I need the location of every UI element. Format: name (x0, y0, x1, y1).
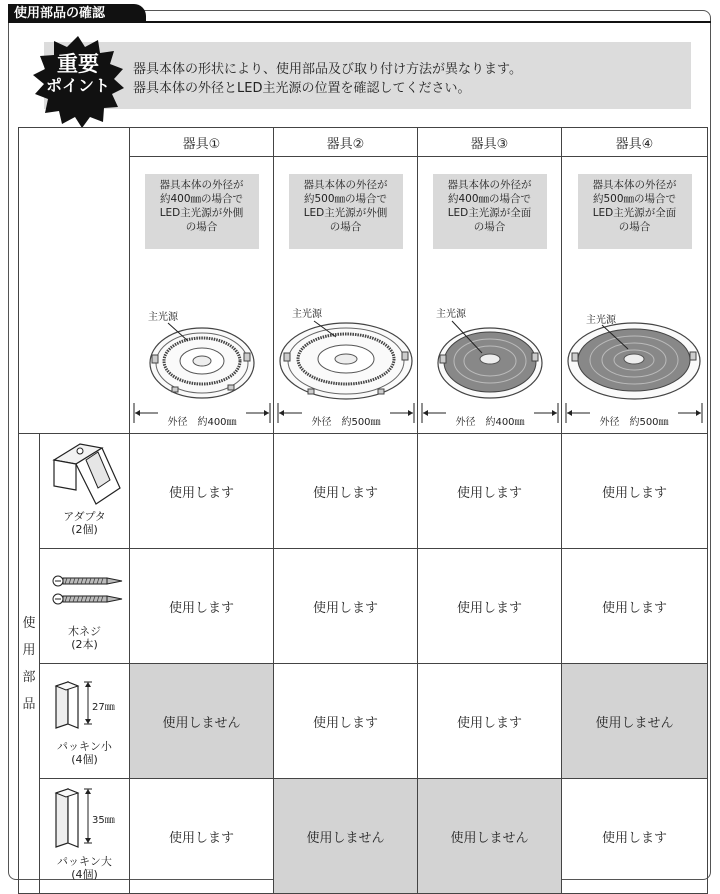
fixture-header-row (19, 128, 708, 157)
spec-line: の場合 (185, 221, 218, 233)
spec-line: LED主光源が外側 (159, 207, 244, 219)
part-name (40, 855, 129, 881)
spec-line: の場合 (329, 221, 362, 233)
usage-cell: 使用します (562, 549, 708, 664)
outer-diameter-label: 外径 約500㎜ (599, 417, 669, 428)
part-row-wood-screw (19, 549, 708, 664)
part-row-adapter (19, 434, 708, 549)
part-name (40, 625, 129, 651)
spec-box (145, 174, 259, 249)
main-light-label: 主光源 (148, 312, 178, 323)
usage-cell: 使用します (418, 434, 562, 549)
section-title: 使用部品の確認 (8, 4, 146, 23)
part-qty: (4個) (71, 753, 98, 766)
spec-box (289, 174, 403, 249)
part-qty: (4個) (71, 868, 98, 881)
usage-cell: 使用します (274, 664, 418, 779)
fixture-title: 器具① (130, 128, 274, 157)
packing-small-height: 27㎜ (92, 702, 115, 713)
wood-screw-icon (40, 549, 129, 629)
packing-large-height: 35㎜ (92, 815, 115, 826)
spec-line: 約400㎜の場合で (447, 193, 532, 205)
part-name-text: パッキン大 (57, 855, 112, 868)
part-cell (40, 549, 130, 664)
note-line-1: 器具本体の形状により、使用部品及び取り付け方法が異なります。 (133, 62, 522, 77)
spec-line: の場合 (618, 221, 651, 233)
fixture-spec-cell (130, 157, 274, 434)
usage-cell: 使用します (418, 549, 562, 664)
fixture-title: 器具③ (418, 128, 562, 157)
usage-cell: 使用しません (562, 664, 708, 779)
main-light-label: 主光源 (586, 315, 616, 326)
part-qty: (2個) (71, 523, 98, 536)
corner-cell (19, 128, 130, 434)
usage-cell: 使用しません (130, 664, 274, 779)
part-name (40, 510, 129, 536)
badge-text-point: ポイント (45, 76, 110, 95)
main-light-label: 主光源 (436, 309, 466, 320)
part-name (40, 740, 129, 766)
adapter-icon (40, 434, 129, 514)
usage-cell: 使用します (130, 549, 274, 664)
fixture-spec-cell (562, 157, 708, 434)
spec-line: LED主光源が全面 (447, 207, 532, 219)
parts-table (18, 127, 708, 894)
fixture-title: 器具④ (562, 128, 708, 157)
spec-line: 約500㎜の場合で (592, 193, 677, 205)
spec-line: LED主光源が全面 (592, 207, 677, 219)
spec-line: 約500㎜の場合で (303, 193, 388, 205)
spec-line: 器具本体の外径が (303, 179, 388, 191)
spec-line: 器具本体の外径が (592, 179, 677, 191)
usage-cell: 使用します (418, 664, 562, 779)
part-cell (40, 434, 130, 549)
fixture-title: 器具② (274, 128, 418, 157)
outer-diameter-label: 外径 約500㎜ (311, 417, 381, 428)
spec-box (433, 174, 547, 249)
usage-cell: 使用します (562, 779, 708, 894)
usage-cell: 使用しません (274, 779, 418, 894)
note-line-2: 器具本体の外径とLED主光源の位置を確認してください。 (133, 81, 471, 96)
spec-line: 器具本体の外径が (159, 179, 244, 191)
spec-box (578, 174, 692, 249)
spec-line: の場合 (473, 221, 506, 233)
part-row-packing-large (19, 779, 708, 894)
fixture-spec-cell (274, 157, 418, 434)
fixture-spec-cell (418, 157, 562, 434)
part-qty: (2本) (71, 638, 98, 651)
packing-small-icon (40, 664, 129, 744)
part-name-text: 木ネジ (68, 625, 101, 638)
part-cell (40, 664, 130, 779)
spec-line: 器具本体の外径が (447, 179, 532, 191)
usage-cell: 使用します (130, 434, 274, 549)
part-name-text: パッキン小 (57, 740, 112, 753)
side-label-char: 部 (22, 669, 36, 685)
badge-text-important: 重要 (57, 52, 99, 76)
usage-cell: 使用します (274, 434, 418, 549)
packing-large-icon (40, 779, 129, 859)
side-label-char: 使 (22, 615, 36, 631)
usage-cell: 使用します (130, 779, 274, 894)
part-name-text: アダプタ (63, 510, 106, 523)
spec-line: LED主光源が外側 (303, 207, 388, 219)
side-label-used-parts (19, 434, 40, 894)
part-row-packing-small (19, 664, 708, 779)
usage-cell: 使用しません (418, 779, 562, 894)
side-label-char: 用 (22, 642, 36, 658)
usage-cell: 使用します (274, 549, 418, 664)
outer-diameter-label: 外径 約400㎜ (167, 417, 237, 428)
spec-line: 約400㎜の場合で (159, 193, 244, 205)
part-cell (40, 779, 130, 894)
usage-cell: 使用します (562, 434, 708, 549)
main-light-label: 主光源 (292, 309, 322, 320)
outer-diameter-label: 外径 約400㎜ (455, 417, 525, 428)
note-text (133, 60, 522, 98)
side-label-char: 品 (22, 696, 36, 712)
